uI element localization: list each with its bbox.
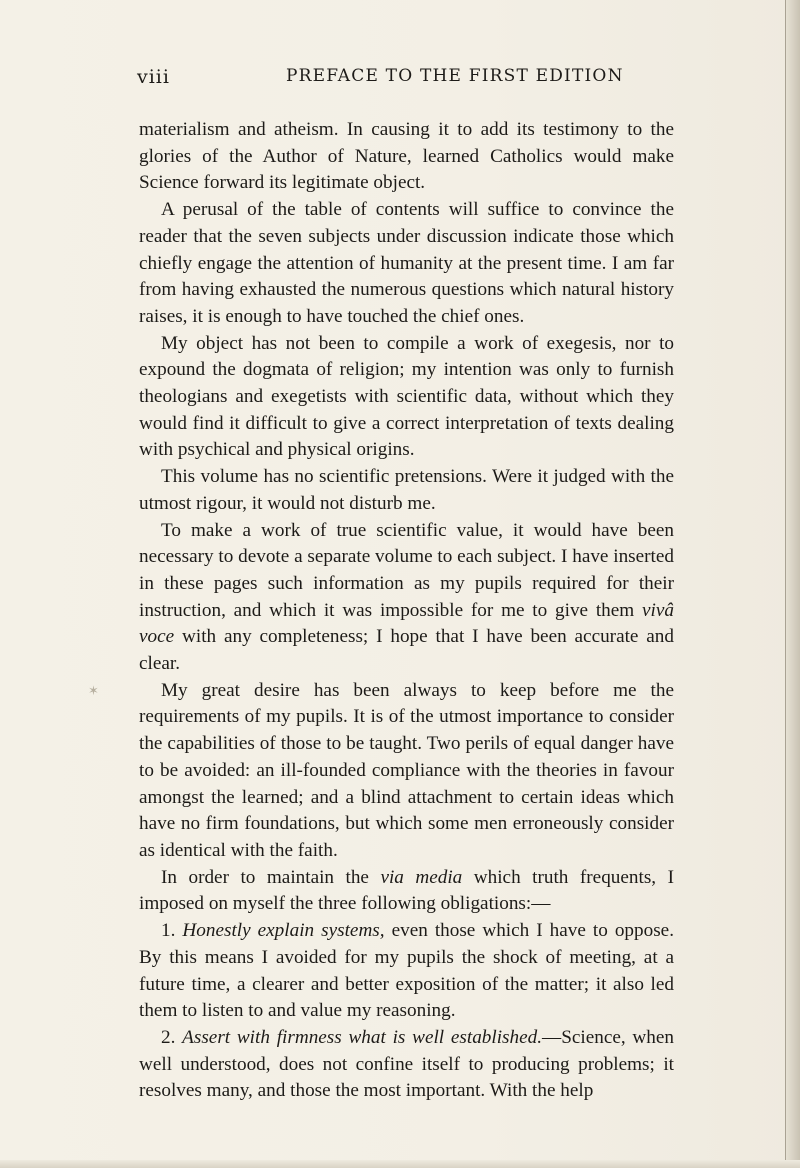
ink-blot: ✶ [88,684,99,699]
text-run: This volume has no scientific pretensions. Were it judged with the utmost rigour, it would not disturb me. [139,466,674,514]
italic-text: vivâ voce [139,599,674,648]
page-edge-right [785,0,800,1168]
paragraph [139,464,674,517]
text-run: 2. [161,1026,183,1048]
paragraph [139,331,674,465]
text-run: My object has not been to compile a work of exegesis, nor to expound the dogmata of religion; my intention was only to furnish theologians and exegetists with scientific data, without which they would find it difficult to give a correct interpretation of texts dealing with psychical and physical origins. [139,332,674,461]
page-number: viii [137,66,170,88]
page-header [137,66,677,96]
paragraph [139,518,674,678]
running-head: PREFACE TO THE FIRST EDITION [286,66,624,86]
body-text [139,117,674,1105]
paragraph [139,1025,674,1105]
text-run: materialism and atheism. In causing it to add its testimony to the glories of the Author of Nature, learned Catholics would make Science forward its legitimate object. [139,119,674,194]
text-run: even those which I have to oppose. By this means I avoided for my pupils the shock of meeting, at a future time, a clearer and better exposition of the matter; it also led them to listen to and value my reasoning. [139,920,674,1022]
italic-text: via media [380,866,463,888]
paragraph [139,197,674,331]
italic-text: Honestly explain systems, [182,920,385,942]
text-run: with any completeness; I hope that I have been accurate and clear. [139,626,674,675]
page-edge-bottom [0,1160,800,1168]
text-run: which truth frequents, I imposed on myself the three following obligations:— [139,866,674,915]
text-run: A perusal of the table of contents will suffice to convince the reader that the seven subjects under discussion indicate those which chiefly engage the attention of humanity at the present time. I am far from having exhausted the numerous questions which natural history raises, it is enough to have touched the chief ones. [139,199,674,327]
paragraph [139,918,674,1025]
italic-text: Assert with firmness what is well established. [182,1026,543,1048]
text-run: —Science, when well understood, does not confine itself to producing problems; it resolves many, and those the most important. With the help [139,1026,674,1102]
paragraph [139,678,674,865]
paragraph [139,865,674,918]
text-run: In order to maintain the [161,866,381,888]
text-run: My great desire has been always to keep before me the requirements of my pupils. It is of the utmost importance to consider the capabilities of those to be taught. Two perils of equal danger have to be avoided: an ill-founded compliance with the theories in favour amongst the learned; and a blind attachment to certain ideas which have no firm foundations, but which some men erroneously consider as identical with the faith. [139,679,674,861]
text-run: To make a work of true scientific value, it would have been necessary to devote a separate volume to each subject. I have inserted in these pages such information as my pupils required for their instruction, and which it was impossible for me to give them [139,519,674,621]
text-run: 1. [161,920,183,942]
paragraph [139,117,674,197]
